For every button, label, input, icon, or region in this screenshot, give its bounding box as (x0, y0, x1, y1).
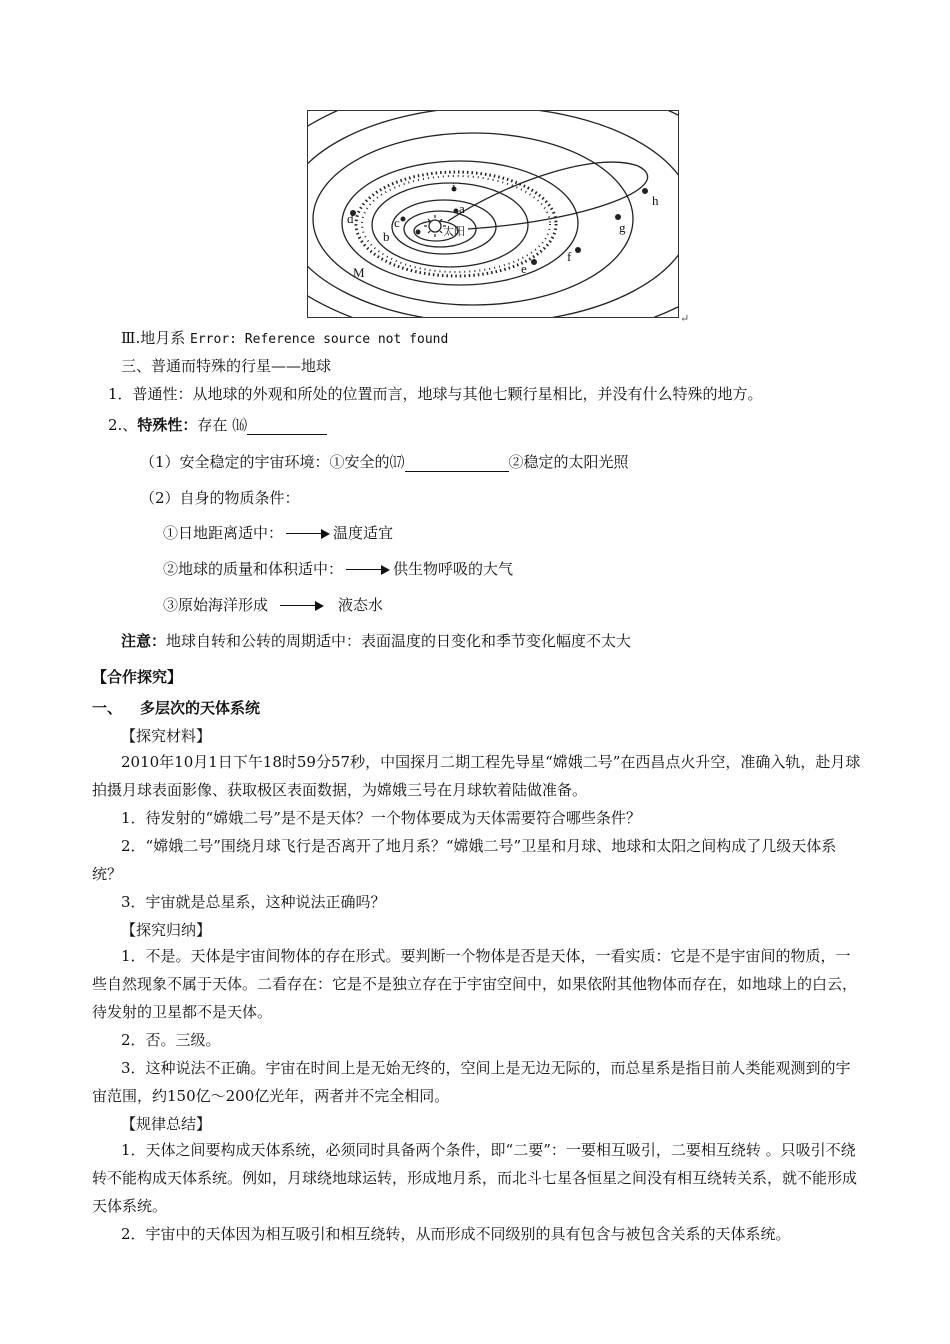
label-i: i (452, 179, 456, 194)
label-a: a (459, 201, 465, 216)
rule-2: 2．宇宙中的天体因为相互吸引和相互绕转，从而形成不同级别的具有包含与被包含关系的天体系统。 (121, 1225, 791, 1243)
rules-subheading: 【规律总结】 (121, 1115, 212, 1133)
answer-3: 3．这种说法不正确。宇宙在时间上是无始无终的，空间上是无边无际的，而总星系是指目前人类能观测到的宇宙范围，约150亿～200亿光年，两者并不完全相同。 (92, 1059, 851, 1105)
question-3: 3．宇宙就是总星系，这种说法正确吗？ (121, 893, 386, 911)
condition-1: ①日地距离适中： 温度适宜 (163, 524, 394, 542)
material-subheading: 【探究材料】 (121, 727, 212, 745)
label-h: h (652, 193, 659, 208)
specialty-line: 2.、特殊性：存在 ⒃ (108, 414, 327, 435)
summary-subheading: 【探究归纳】 (121, 921, 212, 939)
section-heading-earth: 三、普通而特殊的行星——地球 (121, 357, 332, 375)
solar-system-diagram (308, 111, 679, 318)
label-M: M (353, 265, 365, 280)
answer-1: 1．不是。天体是宇宙间物体的存在形式。要判断一个物体是否是天体，一看实质：它是不是宇宙间的物质，一些自然现象不属于天体。二看存在：它是不是独立存在于宇宙空间中，如果依附其他物体而存在，如地球上的白云，待发射的卫星都不是天体。 (92, 947, 858, 1021)
reference-error: Error: Reference source not found (190, 332, 449, 347)
blank-17 (405, 457, 509, 472)
blank-16 (247, 420, 327, 435)
label-b: b (383, 229, 390, 244)
environment-line: （1）安全稳定的宇宙环境：①安全的⒄ ②稳定的太阳光照 (140, 453, 629, 471)
arrow-icon (280, 601, 324, 611)
label-g: g (619, 220, 626, 235)
solar-system-figure (307, 110, 679, 318)
label-sun: 太阳 (443, 226, 465, 238)
condition-3: ③原始海洋形成 液态水 (163, 596, 384, 614)
label-c: c (394, 215, 400, 230)
material-paragraph: 2010年10月1日下午18时59分57秒，中国探月二期工程先导星“嫦娥二号”在西昌点火升空，准确入轨，赴月球拍摄月球表面影像、获取极区表面数据，为嫦娥三号在月球软着陆做准备。 (92, 753, 861, 799)
label-f: f (567, 249, 572, 264)
line-prefix: Ⅲ.地月系 (121, 329, 186, 347)
celestial-system-heading: 一、 多层次的天体系统 (92, 699, 261, 717)
paragraph-mark-icon: ↵ (680, 312, 690, 325)
specialty-label: 特殊性： (137, 416, 198, 434)
arrow-icon (286, 529, 330, 539)
note-line: 注意：地球自转和公转的周期适中：表面温度的日变化和季节变化幅度不太大 (121, 632, 632, 650)
label-e: e (521, 261, 527, 276)
question-2: 2．“嫦娥二号”围绕月球飞行是否离开了地月系？“嫦娥二号”卫星和月球、地球和太阳之间构成了几级天体系统？ (92, 837, 837, 883)
earth-moon-system-line (121, 327, 448, 348)
cooperative-inquiry-heading: 【合作探究】 (92, 668, 183, 686)
rule-1: 1．天体之间要构成天体系统，必须同时具备两个条件，即“二要”：一要相互吸引，二要相互绕转 。只吸引不绕转不能构成天体系统。例如，月球绕地球运转，形成地月系，而北斗七星各恒星之间没有相互绕转关系，就不能形成天体系统。 (92, 1141, 858, 1215)
label-d: d (347, 211, 354, 226)
arrow-icon (346, 565, 390, 575)
answer-2: 2．否。三级。 (121, 1031, 221, 1049)
question-1: 1．待发射的“嫦娥二号”是不是天体？一个物体要成为天体需要符合哪些条件？ (121, 809, 641, 827)
material-conditions-line: （2）自身的物质条件： (140, 489, 300, 507)
universality-line: 1．普通性：从地球的外观和所处的位置而言，地球与其他七颗行星相比，并没有什么特殊的地方。 (108, 385, 763, 403)
condition-2: ②地球的质量和体积适中： 供生物呼吸的大气 (163, 560, 514, 578)
